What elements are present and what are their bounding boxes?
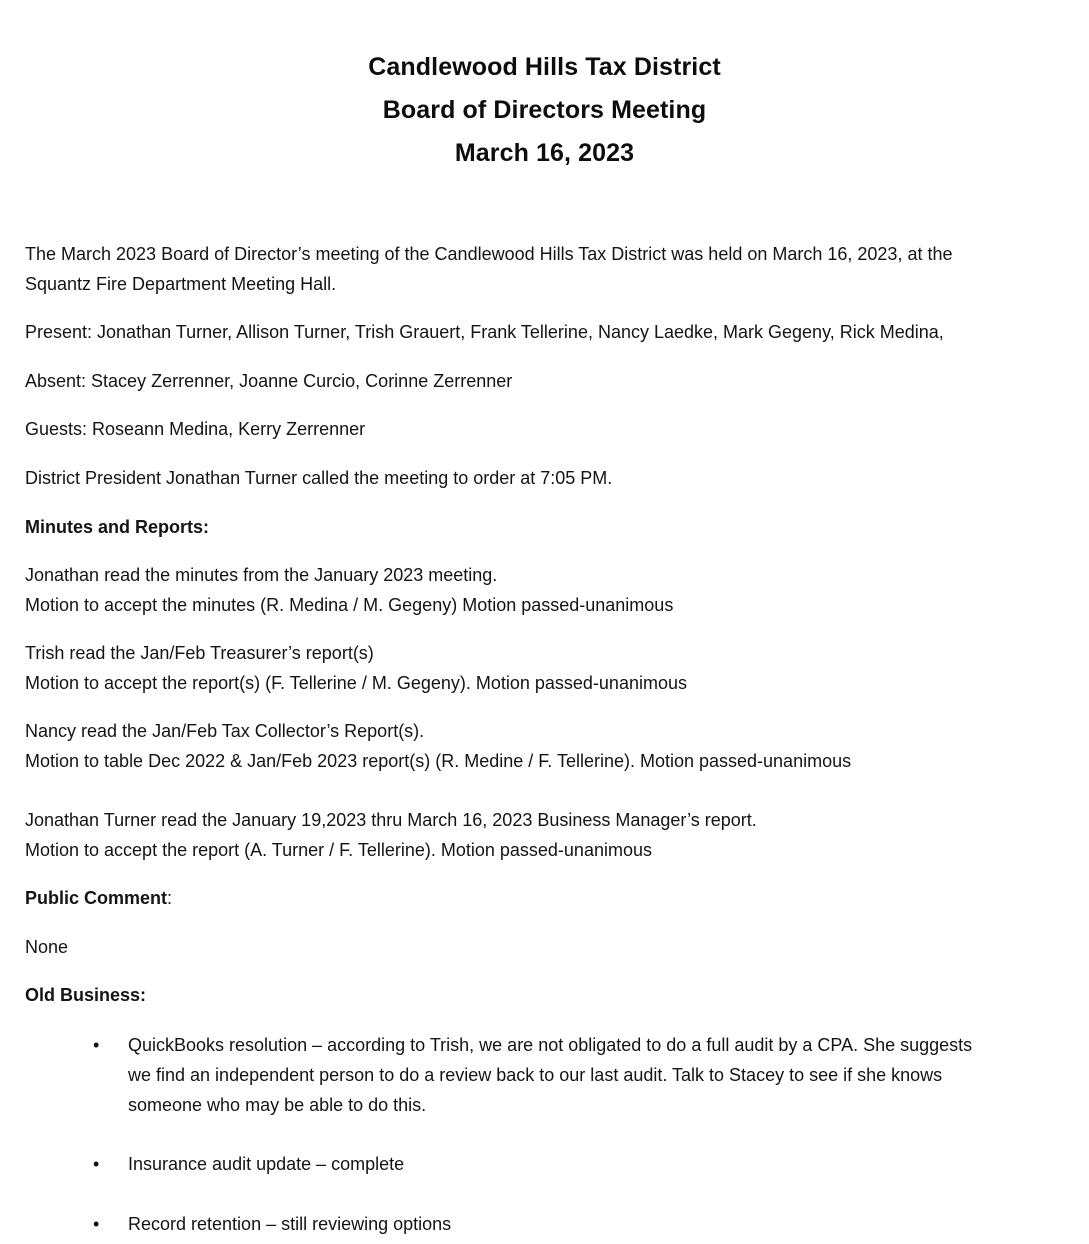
intro-line-2: Squantz Fire Department Meeting Hall. [25, 274, 337, 294]
bullet-icon: • [93, 1035, 100, 1055]
present-list: Present: Jonathan Turner, Allison Turner, Trish Grauert, Frank Tellerine, Nancy Laedke, Mark Gegeny, Rick Medina, [25, 322, 944, 342]
tax-collector-report-line-1: Nancy read the Jan/Feb Tax Collector’s Report(s). [25, 721, 425, 741]
guests-list: Guests: Roseann Medina, Kerry Zerrenner [25, 419, 366, 439]
bullet-icon: • [93, 1154, 100, 1174]
title-organization: Candlewood Hills Tax District [368, 53, 721, 81]
quickbooks-line-1: QuickBooks resolution – according to Trish, we are not obligated to do a full audit by a CPA. She suggests [128, 1035, 973, 1055]
title-date: March 16, 2023 [454, 139, 635, 167]
absent-list: Absent: Stacey Zerrenner, Joanne Curcio, Corinne Zerrenner [25, 371, 513, 391]
minutes-item-line-1: Jonathan read the minutes from the January 2023 meeting. [25, 565, 498, 585]
minutes-item [25, 560, 1045, 620]
business-manager-report-line-2: Motion to accept the report (A. Turner / F. Tellerine). Motion passed-unanimous [25, 840, 652, 860]
treasurer-report-line-2: Motion to accept the report(s) (F. Tellerine / M. Gegeny). Motion passed-unanimous [25, 673, 687, 693]
business-manager-report-item [25, 805, 1045, 865]
section-heading-public-comment [25, 883, 1045, 913]
old-business-item-text [128, 1209, 1033, 1239]
call-to-order: District President Jonathan Turner called the meeting to order at 7:05 PM. [25, 468, 613, 488]
old-business-item-text [128, 1030, 1033, 1120]
intro-paragraph [25, 239, 1045, 299]
section-heading-minutes-reports: Minutes and Reports: [25, 517, 210, 537]
minutes-item-line-2: Motion to accept the minutes (R. Medina / M. Gegeny) Motion passed-unanimous [25, 595, 674, 615]
public-comment-colon: : [167, 888, 173, 908]
quickbooks-line-2: we find an independent person to do a review back to our last audit. Talk to Stacey to see if she knows [128, 1065, 943, 1085]
document-title [0, 46, 1089, 175]
title-meeting: Board of Directors Meeting [382, 96, 707, 124]
old-business-item-text [128, 1149, 1033, 1179]
bullet-icon: • [93, 1214, 100, 1234]
tax-collector-report-line-2: Motion to table Dec 2022 & Jan/Feb 2023 report(s) (R. Medine / F. Tellerine). Motion passed-unanimous [25, 751, 852, 771]
quickbooks-line-3: someone who may be able to do this. [128, 1095, 427, 1115]
public-comment-heading-text: Public Comment [25, 888, 168, 908]
public-comment-body: None [25, 937, 69, 957]
section-heading-old-business: Old Business: [25, 985, 147, 1005]
record-retention-line-1: Record retention – still reviewing options [128, 1214, 452, 1234]
treasurer-report-item [25, 638, 1045, 698]
treasurer-report-line-1: Trish read the Jan/Feb Treasurer’s report(s) [25, 643, 374, 663]
business-manager-report-line-1: Jonathan Turner read the January 19,2023 thru March 16, 2023 Business Manager’s report. [25, 810, 757, 830]
tax-collector-report-item [25, 716, 1045, 776]
insurance-line-1: Insurance audit update – complete [128, 1154, 405, 1174]
intro-line-1: The March 2023 Board of Director’s meeting of the Candlewood Hills Tax District was held on March 16, 2023, at the [25, 244, 953, 264]
